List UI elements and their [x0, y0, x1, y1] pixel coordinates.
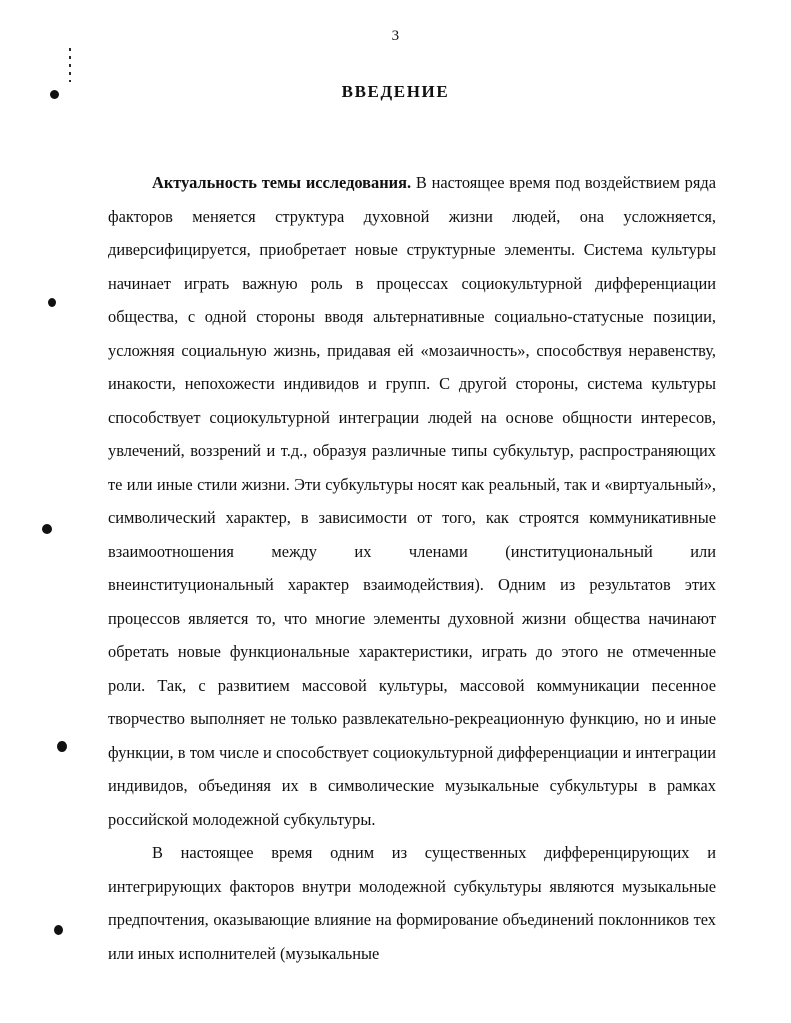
scan-margin-artifacts [0, 0, 100, 1023]
dashed-margin-mark [69, 48, 71, 82]
binding-hole-mark [48, 298, 56, 307]
page-title: ВВЕДЕНИЕ [341, 82, 450, 101]
paragraph-1 [108, 166, 716, 836]
paragraph-2-text: В настоящее время одним из существенных дифференцирующих и интегрирующих факторов внутри молодежной субкультуры являются музыкальные предпочтения, оказывающие влияние на формирование объединений поклонников тех или иных исполнителей (музыкальные [108, 843, 716, 963]
body-text [108, 166, 716, 970]
paragraph-1-text: В настоящее время под воздействием ряда факторов меняется структура духовной жизни людей, она усложняется, диверсифицируется, приобретает новые структурные элементы. Система культуры начинает играть важную роль в процессах социокультурной дифференциации общества, с одной стороны вводя альтернативные социально-статусные позиции, усложняя социальную жизнь, придавая ей «мозаичность», способствуя неравенству, инакости, непохожести индивидов и групп. С другой стороны, система культуры способствует социокультурной интеграции людей на основе общности интересов, увлечений, воззрений и т.д., образуя различные типы субкультур, распространяющих те или иные стили жизни. Эти субкультуры носят как реальный, так и «виртуальный», символический характер, в зависимости от того, как строятся коммуникативные взаимоотношения между их членами (институциональный или внеинституциональный характер взаимодействия). Одним из результатов этих процессов является то, что многие элементы духовной жизни общества начинают обретать новые функциональные характеристики, играть до этого не отмеченные роли. Так, с развитием массовой культуры, массовой коммуникации песенное творчество выполняет не только развлекательно-рекреационную функцию, но и иные функции, в том числе и способствует социокультурной дифференциации и интеграции индивидов, объединяя их в символические музыкальные субкультуры в рамках российской молодежной субкультуры. [108, 173, 716, 829]
binding-hole-mark [42, 524, 52, 534]
binding-hole-mark [54, 925, 63, 935]
binding-hole-mark [57, 741, 67, 752]
page-number: 3 [391, 28, 400, 44]
paragraph-2 [108, 836, 716, 970]
paragraph-1-lead: Актуальность темы исследования. [152, 173, 412, 192]
